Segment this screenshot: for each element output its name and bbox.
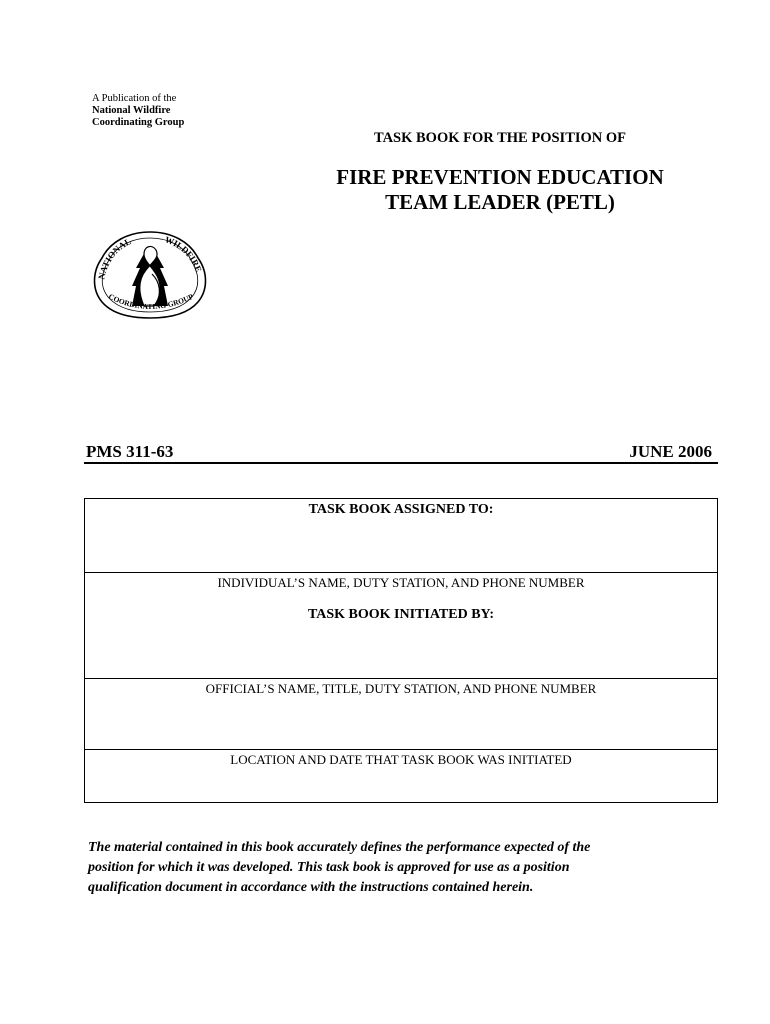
publisher-block	[92, 93, 184, 129]
logo-text-bottom: COORDINATING GROUP	[107, 291, 195, 312]
statement-line-1: The material contained in this book accurately defines the performance expected of the	[88, 840, 591, 855]
pms-number: PMS 311-63	[86, 442, 174, 461]
publication-date: JUNE 2006	[629, 442, 712, 461]
location-section[interactable]	[85, 679, 717, 750]
approval-statement	[88, 838, 688, 898]
document-title	[310, 165, 690, 215]
title-line-1: FIRE PREVENTION EDUCATION	[336, 165, 664, 189]
official-caption: OFFICIAL’S NAME, TITLE, DUTY STATION, AND PHONE NUMBER	[205, 681, 597, 696]
assigned-to-section[interactable]	[85, 499, 717, 573]
statement-line-3: qualification document in accordance with the instructions contained herein.	[88, 880, 534, 895]
logo-text-left: NATIONAL	[96, 236, 133, 281]
initiated-by-section[interactable]	[85, 573, 717, 679]
publisher-line-3: Coordinating Group	[92, 117, 185, 128]
publisher-line-1: A Publication of the	[92, 93, 177, 104]
title-line-2: TEAM LEADER (PETL)	[385, 190, 615, 214]
logo-text-right: WILDFIRE	[163, 234, 204, 274]
location-caption: LOCATION AND DATE THAT TASK BOOK WAS INITIATED	[230, 752, 572, 767]
nwcg-logo	[88, 228, 212, 320]
statement-line-2: position for which it was developed. This task book is approved for use as a position	[88, 860, 570, 875]
document-subtitle: TASK BOOK FOR THE POSITION OF	[373, 130, 627, 146]
individual-caption: INDIVIDUAL’S NAME, DUTY STATION, AND PHONE NUMBER	[217, 575, 585, 590]
assignment-form	[84, 498, 718, 803]
assigned-to-heading: TASK BOOK ASSIGNED TO:	[308, 502, 494, 517]
svg-text:WILDFIRE	[164, 234, 204, 273]
document-meta-row	[84, 442, 718, 464]
initiated-by-heading: TASK BOOK INITIATED BY:	[307, 607, 495, 622]
location-caption-section	[85, 750, 717, 802]
publisher-line-2: National Wildfire	[92, 105, 171, 116]
